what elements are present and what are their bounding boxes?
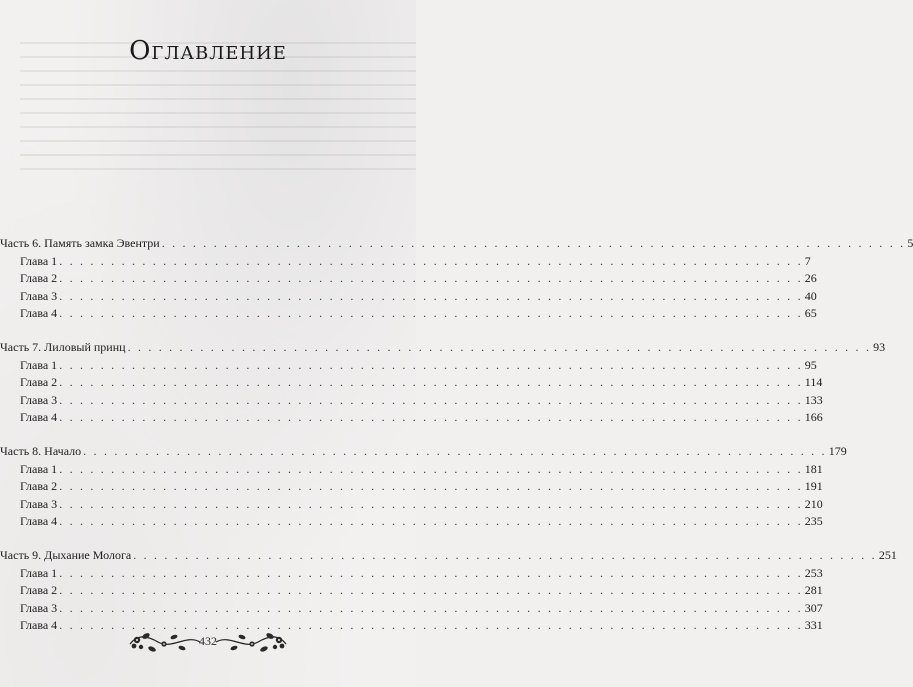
toc-chapter-entry-page-number: 40 xyxy=(804,288,817,303)
toc-chapter-entry-title: Глава 4 xyxy=(20,306,58,321)
dot-leader: . . . . . . . . . . . . . . . . . . . . . . . . . . . . . . . . . . . . . . . . . . . . . . . . . . . . . . . . . . . . . . . . . . . . . . . . xyxy=(59,514,803,529)
toc-chapter-entry-page-number: 95 xyxy=(804,357,817,372)
toc-chapter-entry-page-number: 26 xyxy=(804,271,817,286)
toc-chapter-entry xyxy=(0,461,823,480)
toc-chapter-entry-title: Глава 4 xyxy=(20,514,58,529)
toc-part-entry xyxy=(0,339,886,358)
toc-part-section xyxy=(0,339,886,428)
toc-chapter-entry-page-number: 210 xyxy=(804,496,823,511)
toc-chapter-entry-page-number: 331 xyxy=(804,618,823,633)
toc-part-section xyxy=(0,236,913,324)
dot-leader: . . . . . . . . . . . . . . . . . . . . . . . . . . . . . . . . . . . . . . . . . . . . . . . . . . . . . . . . . . . . . . . . . . . . . . . . xyxy=(133,547,877,562)
dot-leader: . . . . . . . . . . . . . . . . . . . . . . . . . . . . . . . . . . . . . . . . . . . . . . . . . . . . . . . . . . . . . . . . . . . . . . . . xyxy=(59,618,803,633)
toc-chapter-entry xyxy=(0,583,823,601)
toc-part-entry xyxy=(0,547,897,566)
toc-part-entry xyxy=(0,236,913,254)
toc-chapter-entry-page-number: 191 xyxy=(804,479,823,494)
dot-leader: . . . . . . . . . . . . . . . . . . . . . . . . . . . . . . . . . . . . . . . . . . . . . . . . . . . . . . . . . . . . . . . . . . . . . . . . xyxy=(59,253,803,268)
toc-chapter-entry xyxy=(0,496,823,515)
dot-leader: . . . . . . . . . . . . . . . . . . . . . . . . . . . . . . . . . . . . . . . . . . . . . . . . . . . . . . . . . . . . . . . . . . . . . . . . xyxy=(59,496,803,511)
toc-chapter-entry-title: Глава 4 xyxy=(20,618,58,633)
toc-part-entry xyxy=(0,443,847,462)
toc-chapter-entry xyxy=(0,253,811,272)
dot-leader: . . . . . . . . . . . . . . . . . . . . . . . . . . . . . . . . . . . . . . . . . . . . . . . . . . . . . . . . . . . . . . . . . . . . . . . . xyxy=(59,565,803,580)
toc-chapter-entry xyxy=(0,600,823,619)
toc-chapter-entry xyxy=(0,375,823,393)
toc-chapter-entry-title: Глава 3 xyxy=(20,392,58,407)
dot-leader: . . . . . . . . . . . . . . . . . . . . . . . . . . . . . . . . . . . . . . . . . . . . . . . . . . . . . . . . . . . . . . . . . . . . . . . . xyxy=(59,479,803,494)
toc-chapter-entry-page-number: 65 xyxy=(804,306,817,321)
toc-chapter-entry xyxy=(0,271,817,289)
toc-chapter-entry xyxy=(0,479,823,497)
page-footer xyxy=(0,628,416,658)
toc-chapter-entry xyxy=(0,565,823,584)
toc-chapter-entry-page-number: 7 xyxy=(804,253,811,268)
toc-chapter-entry xyxy=(0,514,823,532)
page-number: 432 xyxy=(199,634,217,648)
table-of-contents xyxy=(0,236,913,652)
dot-leader: . . . . . . . . . . . . . . . . . . . . . . . . . . . . . . . . . . . . . . . . . . . . . . . . . . . . . . . . . . . . . . . . . . . . . . . . xyxy=(59,357,803,372)
dot-leader: . . . . . . . . . . . . . . . . . . . . . . . . . . . . . . . . . . . . . . . . . . . . . . . . . . . . . . . . . . . . . . . . . . . . . . . . xyxy=(127,339,872,354)
toc-part-entry-page-number: 179 xyxy=(828,443,847,458)
dot-leader: . . . . . . . . . . . . . . . . . . . . . . . . . . . . . . . . . . . . . . . . . . . . . . . . . . . . . . . . . . . . . . . . . . . . . . . . xyxy=(59,271,803,286)
dot-leader: . . . . . . . . . . . . . . . . . . . . . . . . . . . . . . . . . . . . . . . . . . . . . . . . . . . . . . . . . . . . . . . . . . . . . . . . xyxy=(59,461,803,476)
toc-chapter-entry-title: Глава 2 xyxy=(20,375,58,390)
toc-chapter-entry-title: Глава 3 xyxy=(20,288,58,303)
toc-chapter-entry-page-number: 133 xyxy=(804,392,823,407)
dot-leader: . . . . . . . . . . . . . . . . . . . . . . . . . . . . . . . . . . . . . . . . . . . . . . . . . . . . . . . . . . . . . . . . . . . . . . . . xyxy=(59,410,803,425)
dot-leader: . . . . . . . . . . . . . . . . . . . . . . . . . . . . . . . . . . . . . . . . . . . . . . . . . . . . . . . . . . . . . . . . . . . . . . . . xyxy=(59,306,803,321)
toc-chapter-entry xyxy=(0,410,823,428)
floral-vine-ornament-icon xyxy=(214,628,288,660)
toc-part-entry-page-number: 251 xyxy=(878,547,897,562)
toc-part-entry-title: Часть 9. Дыхание Молога xyxy=(0,547,132,562)
toc-chapter-entry-title: Глава 2 xyxy=(20,271,58,286)
toc-part-entry-page-number: 5 xyxy=(907,236,913,250)
dot-leader: . . . . . . . . . . . . . . . . . . . . . . . . . . . . . . . . . . . . . . . . . . . . . . . . . . . . . . . . . . . . . . . . . . . . . . . . xyxy=(59,375,803,390)
toc-part-entry-page-number: 93 xyxy=(873,339,886,354)
toc-chapter-entry-page-number: 253 xyxy=(804,565,823,580)
dot-leader: . . . . . . . . . . . . . . . . . . . . . . . . . . . . . . . . . . . . . . . . . . . . . . . . . . . . . . . . . . . . . . . . . . . . . . . . xyxy=(59,392,803,407)
toc-chapter-entry-title: Глава 4 xyxy=(20,410,58,425)
toc-chapter-entry-title: Глава 1 xyxy=(20,565,58,580)
toc-chapter-entry-title: Глава 2 xyxy=(20,479,58,494)
toc-chapter-entry-page-number: 181 xyxy=(804,461,823,476)
dot-leader: . . . . . . . . . . . . . . . . . . . . . . . . . . . . . . . . . . . . . . . . . . . . . . . . . . . . . . . . . . . . . . . . . . . . . . . . xyxy=(59,288,803,303)
toc-part-entry-title: Часть 6. Память замка Эвентри xyxy=(0,236,160,250)
toc-chapter-entry-page-number: 307 xyxy=(804,600,823,615)
toc-part-section xyxy=(0,547,897,636)
toc-chapter-entry xyxy=(0,306,817,324)
toc-chapter-entry-title: Глава 1 xyxy=(20,253,58,268)
toc-chapter-entry-page-number: 281 xyxy=(804,583,823,598)
dot-leader: . . . . . . . . . . . . . . . . . . . . . . . . . . . . . . . . . . . . . . . . . . . . . . . . . . . . . . . . . . . . . . . . . . . . . . . . xyxy=(59,600,803,615)
toc-chapter-entry-page-number: 114 xyxy=(804,375,823,390)
toc-chapter-entry xyxy=(0,392,823,411)
toc-chapter-entry-title: Глава 3 xyxy=(20,600,58,615)
toc-chapter-entry-page-number: 166 xyxy=(804,410,823,425)
dot-leader: . . . . . . . . . . . . . . . . . . . . . . . . . . . . . . . . . . . . . . . . . . . . . . . . . . . . . . . . . . . . . . . . . . . . . . . . xyxy=(59,583,803,598)
page-title: Оглавление xyxy=(129,36,287,66)
dot-leader: . . . . . . . . . . . . . . . . . . . . . . . . . . . . . . . . . . . . . . . . . . . . . . . . . . . . . . . . . . . . . . . . . . . . . . . . xyxy=(161,236,906,250)
toc-chapter-entry-title: Глава 2 xyxy=(20,583,58,598)
toc-chapter-entry-title: Глава 3 xyxy=(20,496,58,511)
toc-chapter-entry xyxy=(0,357,817,376)
toc-part-entry-title: Часть 7. Лиловый принц xyxy=(0,339,126,354)
toc-chapter-entry-title: Глава 1 xyxy=(20,357,58,372)
dot-leader: . . . . . . . . . . . . . . . . . . . . . . . . . . . . . . . . . . . . . . . . . . . . . . . . . . . . . . . . . . . . . . . . . . . . . . . . xyxy=(83,443,827,458)
toc-chapter-entry-title: Глава 1 xyxy=(20,461,58,476)
toc-chapter-entry xyxy=(0,288,817,307)
toc-part-section xyxy=(0,443,847,532)
toc-part-entry-title: Часть 8. Начало xyxy=(0,443,82,458)
toc-chapter-entry-page-number: 235 xyxy=(804,514,823,529)
